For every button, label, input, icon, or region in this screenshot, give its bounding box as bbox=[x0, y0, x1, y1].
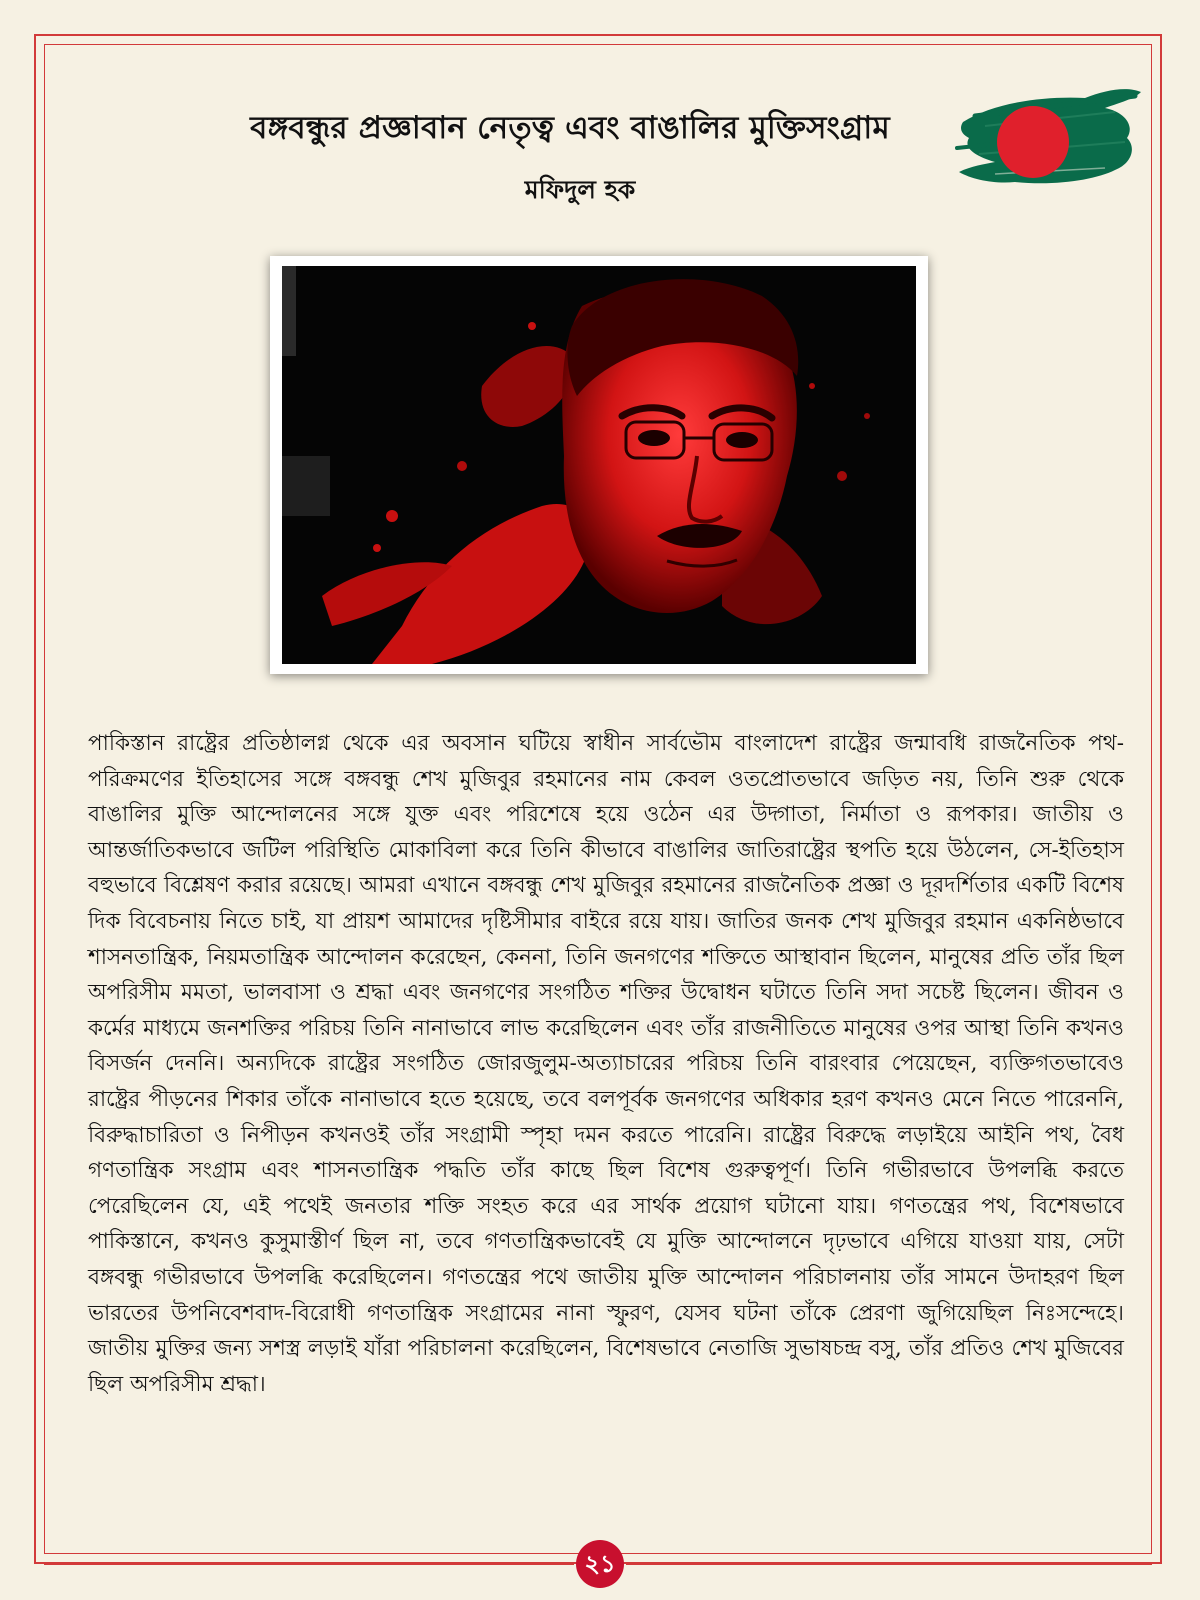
article-title: বঙ্গবন্ধুর প্রজ্ঞাবান নেতৃত্ব এবং বাঙালির মুক্তিসংগ্রাম bbox=[250, 110, 890, 146]
footer-rule-left bbox=[44, 1563, 574, 1565]
footer-rule-right bbox=[626, 1563, 1152, 1565]
article-body: পাকিস্তান রাষ্ট্রের প্রতিষ্ঠালগ্ন থেকে এর অবসান ঘটিয়ে স্বাধীন সার্বভৌম বাংলাদেশ রাষ্ট্রের জন্মাবধি রাজনৈতিক পথ-পরিক্রমণের ইতিহাসের সঙ্গে বঙ্গবন্ধু শেখ মুজিবুর রহমানের নাম কেবল ওতপ্রোতভাবে জড়িত নয়, তিনি শুরু থেকে বাঙালির মুক্তি আন্দোলনের সঙ্গে যুক্ত এবং পরিশেষে হয়ে ওঠেন এর উদ্গাতা, নির্মাতা ও রূপকার। জাতীয় ও আন্তর্জাতিকভাবে জটিল পরিস্থিতি মোকাবিলা করে তিনি কীভাবে বাঙালির জাতিরাষ্ট্রের স্থপতি হয়ে উঠলেন, সে-ইতিহাস বহুভাবে বিশ্লেষণ করার রয়েছে। আমরা এখানে বঙ্গবন্ধু শেখ মুজিবুর রহমানের রাজনৈতিক প্রজ্ঞা ও দূরদর্শিতার একটি বিশেষ দিক বিবেচনায় নিতে চাই, যা প্রায়শ আমাদের দৃষ্টিসীমার বাইরে রয়ে যায়। জাতির জনক শেখ মুজিবুর রহমান একনিষ্ঠভাবে শাসনতান্ত্রিক, নিয়মতান্ত্রিক আন্দোলন করেছেন, কেননা, তিনি জনগণের শক্তিতে আস্থাবান ছিলেন, মানুষের প্রতি তাঁর ছিল অপরিসীম মমতা, ভালবাসা ও শ্রদ্ধা এবং জনগণের সংগঠিত শক্তির উদ্বোধন ঘটাতে তিনি সদা সচেষ্ট ছিলেন। জীবন ও কর্মের মাধ্যমে জনশক্তির পরিচয় তিনি নানাভাবে লাভ করেছিলেন এবং তাঁর রাজনীতিতে মানুষের ওপর আস্থা তিনি কখনও বিসর্জন দেননি। অন্যদিকে রাষ্ট্রের সংগঠিত জোরজুলুম-অত্যাচারের পরিচয় তিনি বারংবার পেয়েছেন, ব্যক্তিগতভাবেও রাষ্ট্রের পীড়নের শিকার তাঁকে নানাভাবে হতে হয়েছে, তবে বলপূর্বক জনগণের অধিকার হরণ কখনও মেনে নিতে পারেননি, বিরুদ্ধাচারিতা ও নিপীড়ন কখনওই তাঁর সংগ্রামী স্পৃহা দমন করতে পারেনি। রাষ্ট্রের বিরুদ্ধে লড়াইয়ে আইনি পথ, বৈধ গণতান্ত্রিক সংগ্রাম এবং শাসনতান্ত্রিক পদ্ধতি তাঁর কাছে ছিল বিশেষ গুরুত্বপূর্ণ। তিনি গভীরভাবে উপলব্ধি করতে পেরেছিলেন যে, এই পথেই জনতার শক্তি সংহত করে এর সার্থক প্রয়োগ ঘটানো যায়। গণতন্ত্রের পথ, বিশেষভাবে পাকিস্তানে, কখনও কুসুমাস্তীর্ণ ছিল না, তবে গণতান্ত্রিকভাবেই যে মুক্তি আন্দোলনে দৃঢ়ভাবে এগিয়ে যাওয়া যায়, সেটা বঙ্গবন্ধু গভীরভাবে উপলব্ধি করেছিলেন। গণতন্ত্রের পথে জাতীয় মুক্তি আন্দোলন পরিচালনায় তাঁর সামনে উদাহরণ ছিল ভারতের উপনিবেশবাদ-বিরোধী গণতান্ত্রিক সংগ্রামের নানা স্ফুরণ, যেসব ঘটনা তাঁকে প্রেরণা জুগিয়েছিল নিঃসন্দেহে। জাতীয় মুক্তির জন্য সশস্ত্র লড়াই যাঁরা পরিচালনা করেছিলেন, বিশেষভাবে নেতাজি সুভাষচন্দ্র বসু, তাঁর প্রতিও শেখ মুজিবের ছিল অপরিসীম শ্রদ্ধা। bbox=[88, 731, 1124, 1397]
page-number-badge: ২১ bbox=[576, 1540, 624, 1588]
red-splatter-portrait-image bbox=[282, 266, 916, 664]
bangladesh-flag-brush-image bbox=[955, 82, 1145, 194]
portrait-photo bbox=[282, 266, 916, 664]
article-author: মফিদুল হক bbox=[524, 175, 636, 204]
portrait-photo-frame bbox=[270, 256, 928, 674]
